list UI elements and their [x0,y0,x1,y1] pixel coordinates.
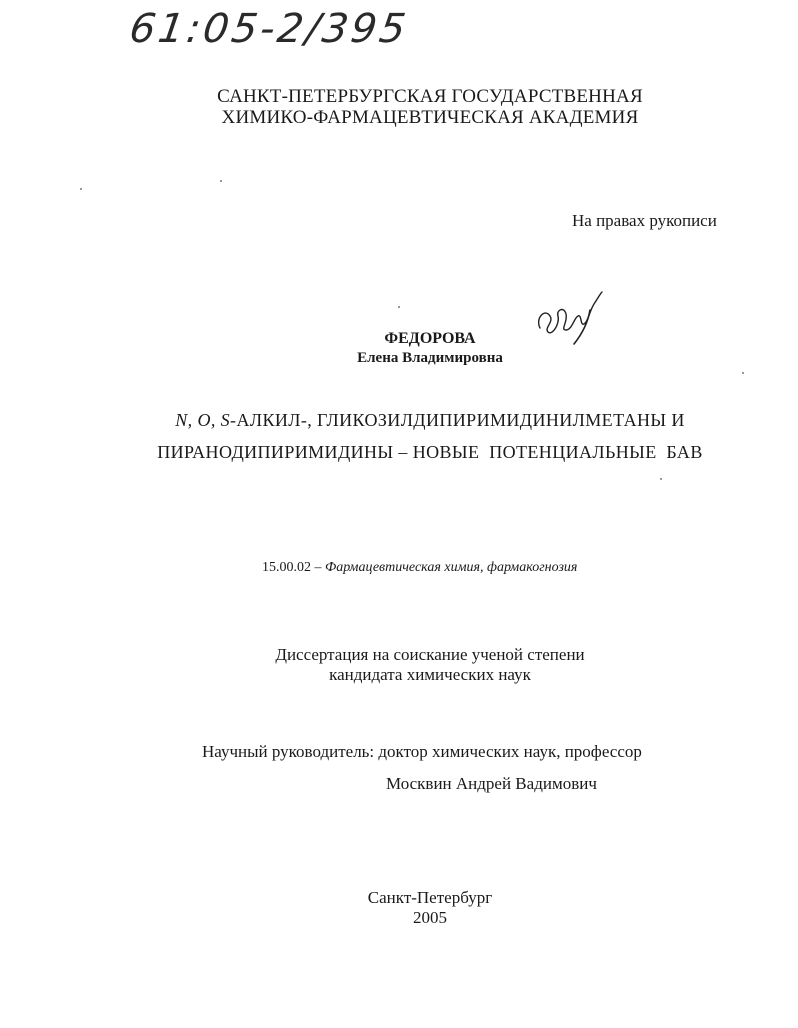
institution-line-2: ХИМИКО-ФАРМАЦЕВТИЧЕСКАЯ АКАДЕМИЯ [221,107,639,128]
scan-speck [220,180,222,182]
degree-line-2: кандидата химических наук [329,665,531,684]
rights-note: На правах рукописи [572,211,717,230]
title-italic-prefix: N, O, S [175,410,231,430]
specialty [262,560,577,576]
degree-line-1: Диссертация на соискание ученой степени [275,645,585,664]
dissertation-title-line-1 [20,410,798,431]
specialty-code: 15.00.02 – [262,560,325,575]
place-and-year [20,888,798,928]
specialty-name: Фармацевтическая химия, фармакогнозия [325,560,578,575]
city: Санкт-Петербург [367,888,493,907]
scan-speck [80,188,82,190]
scan-speck [742,372,744,374]
institution-line-1: САНКТ-ПЕТЕРБУРГСКАЯ ГОСУДАРСТВЕННАЯ [217,86,643,107]
scan-speck [398,306,400,308]
title-line-1-text: -АЛКИЛ-, ГЛИКОЗИЛДИПИРИМИДИНИЛМЕТАНЫ И [230,410,685,430]
advisor-name: Москвин Андрей Вадимович [386,774,597,793]
scan-speck [660,478,662,480]
author-surname: ФЕДОРОВА [384,330,476,347]
handwritten-catalog-number: 61:05-2/395 [126,6,412,52]
dissertation-title-line-2: ПИРАНОДИПИРИМИДИНЫ – НОВЫЕ ПОТЕНЦИАЛЬНЫЕ БАВ [157,442,703,462]
year: 2005 [413,908,447,927]
author-given-names: Елена Владимировна [357,350,503,366]
advisor-title: Научный руководитель: доктор химических наук, профессор [202,742,642,761]
institution-name [20,86,798,128]
degree-statement [20,645,798,685]
